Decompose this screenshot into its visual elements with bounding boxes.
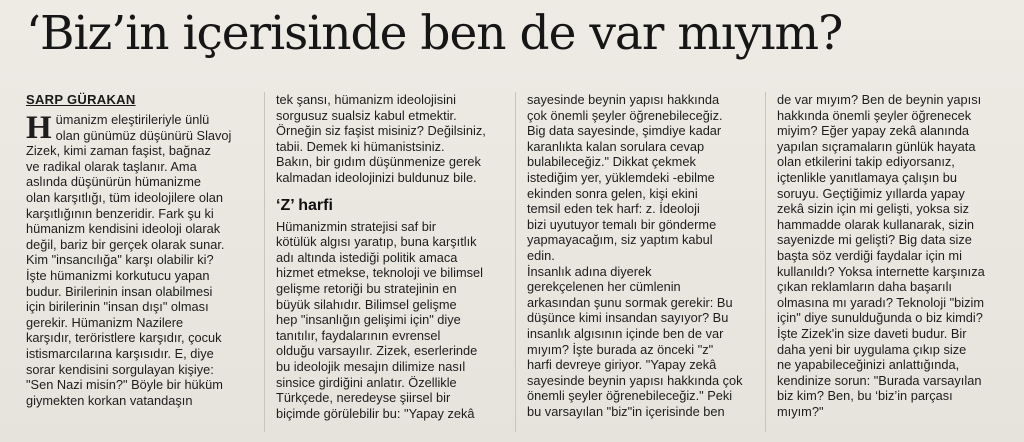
article-column-2 bbox=[276, 92, 508, 421]
text-line: bizi uyutuyor temalı bir gönderme bbox=[527, 216, 717, 232]
text-line: istediğim yer, yüklemdeki -ebilme bbox=[527, 169, 715, 185]
text-line: arkasından şunu sormak gerekir: Bu bbox=[527, 294, 733, 310]
column-lines bbox=[527, 92, 759, 419]
author-byline: SARP GÜRAKAN bbox=[26, 92, 136, 107]
text-line: kullanıldı? Yoksa internette karşınıza bbox=[777, 263, 985, 279]
text-line: büyük silahıdır. Bilimsel gelişme bbox=[276, 296, 457, 312]
text-line: kendinize sorun: "Burada varsayılan bbox=[777, 372, 982, 388]
text-line: insanlık algısının içinde ben de var bbox=[527, 325, 724, 341]
text-line: temsil eden tek harf: z. İdeoloji bbox=[527, 201, 700, 217]
text-line: olan etkilerini takip ediyorsanız, bbox=[777, 154, 955, 170]
text-line: için" diye sunulduğunda o biz kimdi? bbox=[777, 310, 983, 326]
text-line: bulabileceğiz." Dikkat çekmek bbox=[527, 154, 696, 170]
text-line: daha yeni bir uygulama çıkıp size bbox=[777, 341, 967, 357]
text-line: adı altında istediği politik amaca bbox=[276, 249, 458, 265]
text-line: gerekçelenen her cümlenin bbox=[527, 279, 681, 295]
text-line: gelişme retoriği bu stratejinin en bbox=[276, 280, 457, 296]
article-column-3 bbox=[527, 92, 759, 419]
text-line: miyim? Eğer yapay zekâ alanında bbox=[777, 123, 970, 139]
text-line: olan günümüz düşünürü Slavoj bbox=[55, 127, 232, 143]
text-line: tabii. Demek ki hümanistsiniz. bbox=[276, 138, 445, 154]
text-line: Türkçede, neredeyse şiirsel bir bbox=[276, 390, 451, 406]
text-line: kötülük algısı yaratıp, buna karşıtlık bbox=[276, 234, 477, 250]
text-line: olan karşıtlığı, tüm ideolojilere olan bbox=[26, 189, 224, 205]
text-line: Big data sayesinde, şimdiye kadar bbox=[527, 123, 722, 139]
text-line: sayenizde mi gelişti? Big data size bbox=[777, 232, 972, 248]
text-line: karanlıkta kalan sorulara cevap bbox=[527, 138, 705, 154]
article-headline: ‘Biz’in içerisinde ben de var mıyım? bbox=[26, 6, 843, 61]
text-line: Zizek, kimi zaman faşist, bağnaz bbox=[26, 143, 211, 159]
text-line: kalmadan ideolojinizi buldunuz bile. bbox=[276, 169, 477, 185]
text-line: biçimde görülebilir bu: "Yapay zekâ bbox=[276, 405, 475, 421]
text-line: harfi devreye giriyor. "Yapay zekâ bbox=[527, 357, 717, 373]
text-line: hümanizm kendisini ideoloji olarak bbox=[26, 221, 221, 237]
text-line: çok önemli şeyler öğrenebileceğiz. bbox=[527, 107, 723, 123]
text-line: biz kim? Ben, bu ‘biz’in parçası bbox=[777, 388, 953, 404]
text-line: soruyu. Geçtiğimiz yıllarda yapay bbox=[777, 185, 965, 201]
text-line: Hümanizmin stratejisi saf bir bbox=[276, 218, 437, 234]
text-line: Örneğin siz faşist misiniz? Değilsiniz, bbox=[276, 123, 486, 139]
text-line: sayesinde beynin yapısı hakkında bbox=[527, 92, 720, 107]
text-line: için birilerinin "insan dışı" olması bbox=[26, 299, 209, 315]
article-column-1 bbox=[26, 112, 258, 408]
text-line: istismarcılarına karşısıdır. E, diye bbox=[26, 345, 214, 361]
text-line: giymekten korkan vatandaşın bbox=[26, 392, 193, 408]
text-line: ve radikal olarak taşlanır. Ama bbox=[26, 158, 197, 174]
section-subheading: ‘Z’ harfi bbox=[276, 196, 333, 214]
text-line: zekâ sizin için mi gelişti, yoksa siz bbox=[777, 201, 970, 217]
article-column-4 bbox=[777, 92, 1009, 419]
text-line: ekinden sonra gelen, kişi ekini bbox=[527, 185, 698, 201]
text-line: mıyım?" bbox=[777, 403, 824, 419]
text-line: budur. Birilerinin insan olabilmesi bbox=[26, 283, 213, 299]
text-line: Bakın, bir gıdım düşünmenize gerek bbox=[276, 154, 481, 170]
text-line: hep "insanlığın gelişimi için" diye bbox=[276, 312, 461, 328]
text-line: edin. bbox=[527, 247, 555, 263]
text-line: ümanizm eleştirileriyle ünlü bbox=[55, 112, 210, 127]
column-lines bbox=[276, 92, 508, 186]
text-line: başta söz verdiği faydalar için mi bbox=[777, 247, 962, 263]
text-line: hakkında önemli şeyler öğrenecek bbox=[777, 107, 972, 123]
text-line: tanıtılır, faydalarının evrensel bbox=[276, 327, 441, 343]
text-line: sorgusuz sualsiz kabul etmektir. bbox=[276, 107, 457, 123]
text-line: olduğu varsayılır. Zizek, eserlerinde bbox=[276, 343, 478, 359]
text-line: bu ideolojik mesajın dilimize nasıl bbox=[276, 358, 466, 374]
text-line: önemli şeyler öğrenebileceğiz." Peki bbox=[527, 388, 733, 404]
text-line: Kim "insancılığa" karşı olabilir ki? bbox=[26, 252, 214, 268]
text-line: mıyım? İşte burada az önceki "z" bbox=[527, 341, 714, 357]
column-divider bbox=[264, 92, 265, 432]
text-line: sayesinde beynin yapısı hakkında çok bbox=[527, 372, 743, 388]
text-line: sorar kendisini sorgulayan kişiye: bbox=[26, 361, 214, 377]
column-divider bbox=[765, 92, 766, 432]
text-line: sinsice girdiğini anlatır. Özellikle bbox=[276, 374, 457, 390]
text-line: tek şansı, hümanizm ideolojisini bbox=[276, 92, 456, 107]
column-lines bbox=[276, 219, 508, 422]
column-lines bbox=[777, 92, 1009, 419]
text-line: aslında düşünürün hümanizme bbox=[26, 174, 202, 190]
text-line: yapılan sıçramaların günlük hayata bbox=[777, 138, 976, 154]
text-line: hizmet etmekse, teknoloji ve bilimsel bbox=[276, 265, 483, 281]
text-line: hammadde olarak kullanarak, sizin bbox=[777, 216, 975, 232]
text-line: içtenlikle yanıtlamaya çalışın bu bbox=[777, 169, 957, 185]
text-line: çıkan reklamların daha başarılı bbox=[777, 279, 952, 295]
text-line: bu varsayılan "biz"in içerisinde ben bbox=[527, 403, 725, 419]
text-line: olmasına mı yaradı? Teknoloji "bizim bbox=[777, 294, 985, 310]
text-line: yapmayacağım, siz yaptım kabul bbox=[527, 232, 713, 248]
text-line: karşıdır, teröristlere karşıdır, çocuk bbox=[26, 330, 222, 346]
text-line: İşte Zizek'in size daveti budur. Bir bbox=[777, 325, 967, 341]
text-line: değil, bariz bir gerçek olarak sunar. bbox=[26, 236, 225, 252]
text-line: ne yapabileceğinizi anlattığında, bbox=[777, 357, 960, 373]
text-line: düşünce kimi insandan sayıyor? Bu bbox=[527, 310, 729, 326]
text-line: İşte hümanizmi korkutucu yapan bbox=[26, 267, 210, 283]
column-lines bbox=[26, 128, 258, 409]
column-divider bbox=[515, 92, 516, 432]
drop-cap: H bbox=[26, 110, 52, 146]
text-line: "Sen Nazi misin?" Böyle bir hüküm bbox=[26, 377, 223, 393]
text-line: de var mıyım? Ben de beynin yapısı bbox=[777, 92, 982, 107]
text-line: karşıtlığının benzeridir. Fark şu ki bbox=[26, 205, 214, 221]
text-line: gerekir. Hümanizm Nazilere bbox=[26, 314, 184, 330]
text-line: İnsanlık adına diyerek bbox=[527, 263, 652, 279]
